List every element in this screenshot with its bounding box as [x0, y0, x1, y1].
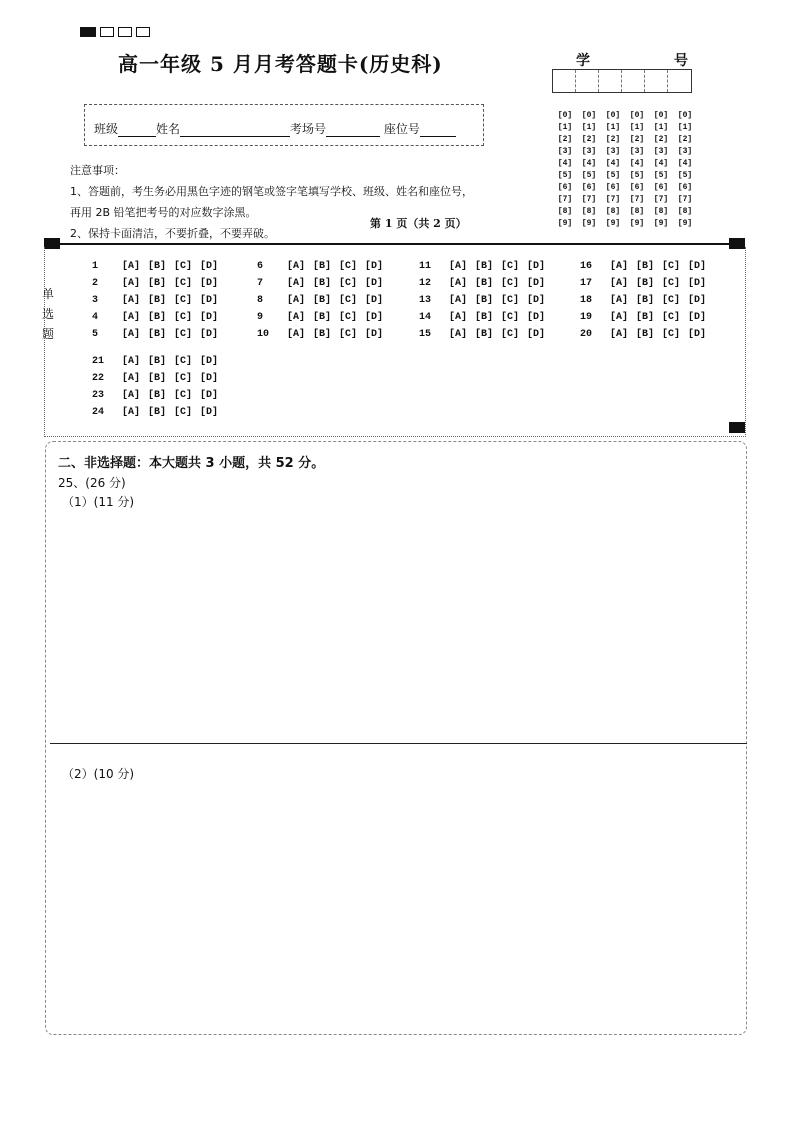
question-number: 13	[419, 295, 432, 306]
choice-question	[580, 261, 714, 272]
bubble-row	[555, 218, 695, 230]
option-bubble[interactable]: [A]	[122, 356, 141, 367]
option-bubble[interactable]: [B]	[475, 329, 494, 340]
option-bubble[interactable]: [D]	[200, 329, 219, 340]
option-bubble[interactable]: [D]	[200, 312, 219, 323]
option-bubble[interactable]: [A]	[449, 261, 468, 272]
bubble-row	[555, 134, 695, 146]
question-number: 7	[257, 278, 264, 289]
option-bubble[interactable]: [D]	[365, 312, 384, 323]
bubble-row	[555, 170, 695, 182]
digit-bubble[interactable]: [6]	[557, 183, 573, 192]
digit-bubble[interactable]: [3]	[557, 147, 573, 156]
digit-bubble[interactable]: [0]	[677, 111, 693, 120]
option-bubble[interactable]: [A]	[449, 295, 468, 306]
option-bubble[interactable]: [D]	[527, 295, 546, 306]
choice-question	[419, 312, 553, 323]
empty-mark	[136, 27, 150, 37]
choice-question	[419, 329, 553, 340]
question-number: 16	[580, 261, 593, 272]
digit-bubble[interactable]: [7]	[653, 195, 669, 204]
option-bubble[interactable]: [A]	[122, 261, 141, 272]
alignment-marks	[80, 27, 150, 37]
student-id-digit-box[interactable]	[553, 70, 576, 92]
question-number: 14	[419, 312, 432, 323]
exam-room-field[interactable]	[326, 124, 380, 137]
digit-bubble[interactable]: [3]	[653, 147, 669, 156]
choice-question	[580, 312, 714, 323]
question-number: 4	[92, 312, 99, 323]
option-bubble[interactable]: [B]	[475, 295, 494, 306]
option-bubble[interactable]: [D]	[527, 278, 546, 289]
seat-field[interactable]	[420, 124, 456, 137]
student-id-digit-box[interactable]	[576, 70, 599, 92]
digit-bubble[interactable]: [8]	[629, 207, 645, 216]
question-number: 19	[580, 312, 593, 323]
question-number: 11	[419, 261, 432, 272]
bubble-row	[555, 182, 695, 194]
question-number: 20	[580, 329, 593, 340]
option-bubble[interactable]: [C]	[501, 261, 520, 272]
option-bubble[interactable]: [B]	[148, 407, 167, 418]
choice-question	[257, 329, 391, 340]
option-bubble[interactable]: [B]	[313, 261, 332, 272]
student-id-boxes[interactable]	[552, 69, 692, 93]
choice-question	[92, 390, 226, 401]
option-bubble[interactable]: [A]	[122, 295, 141, 306]
option-bubble[interactable]: [D]	[688, 312, 707, 323]
option-bubble[interactable]: [C]	[174, 329, 193, 340]
digit-bubble[interactable]: [4]	[629, 159, 645, 168]
digit-bubble[interactable]: [2]	[653, 135, 669, 144]
choice-question	[92, 278, 226, 289]
digit-bubble[interactable]: [2]	[557, 135, 573, 144]
option-bubble[interactable]: [D]	[688, 329, 707, 340]
option-bubble[interactable]: [D]	[365, 278, 384, 289]
option-bubble[interactable]: [A]	[122, 390, 141, 401]
digit-bubble[interactable]: [1]	[557, 123, 573, 132]
choice-question	[92, 407, 226, 418]
question-number: 24	[92, 407, 105, 418]
question-25-1-label: （1）(11 分)	[62, 495, 135, 509]
option-bubble[interactable]: [A]	[610, 295, 629, 306]
digit-bubble[interactable]: [2]	[677, 135, 693, 144]
option-bubble[interactable]: [B]	[636, 312, 655, 323]
option-bubble[interactable]: [B]	[636, 278, 655, 289]
notes-line: 再用 2B 铅笔把考号的对应数字涂黑。	[70, 206, 257, 219]
option-bubble[interactable]: [C]	[174, 261, 193, 272]
digit-bubble[interactable]: [2]	[605, 135, 621, 144]
student-id-bubbles[interactable]	[555, 110, 695, 230]
option-bubble[interactable]: [D]	[688, 278, 707, 289]
digit-bubble[interactable]: [1]	[677, 123, 693, 132]
student-id-digit-box[interactable]	[645, 70, 668, 92]
digit-bubble[interactable]: [8]	[581, 207, 597, 216]
empty-mark	[100, 27, 114, 37]
digit-bubble[interactable]: [5]	[605, 171, 621, 180]
student-id-digit-box[interactable]	[622, 70, 645, 92]
option-bubble[interactable]: [A]	[287, 329, 306, 340]
choice-question	[92, 312, 226, 323]
digit-bubble[interactable]: [9]	[629, 219, 645, 228]
empty-mark	[118, 27, 132, 37]
mc-label-char: 选	[41, 307, 54, 321]
option-bubble[interactable]: [D]	[365, 329, 384, 340]
digit-bubble[interactable]: [4]	[581, 159, 597, 168]
choice-question	[419, 295, 553, 306]
question-number: 18	[580, 295, 593, 306]
info-line	[94, 120, 456, 137]
option-bubble[interactable]: [D]	[688, 295, 707, 306]
essay-box	[45, 441, 747, 1035]
option-bubble[interactable]: [C]	[339, 295, 358, 306]
digit-bubble[interactable]: [2]	[629, 135, 645, 144]
question-number: 10	[257, 329, 270, 340]
option-bubble[interactable]: [A]	[610, 278, 629, 289]
choice-question	[92, 329, 226, 340]
question-number: 22	[92, 373, 105, 384]
question-number: 6	[257, 261, 264, 272]
digit-bubble[interactable]: [5]	[677, 171, 693, 180]
option-bubble[interactable]: [C]	[662, 329, 681, 340]
name-label: 姓名	[156, 122, 181, 136]
option-bubble[interactable]: [C]	[662, 312, 681, 323]
option-bubble[interactable]: [B]	[475, 261, 494, 272]
option-bubble[interactable]: [B]	[148, 390, 167, 401]
choice-question	[92, 356, 226, 367]
option-bubble[interactable]: [C]	[174, 278, 193, 289]
option-bubble[interactable]: [D]	[688, 261, 707, 272]
digit-bubble[interactable]: [5]	[581, 171, 597, 180]
option-bubble[interactable]: [C]	[339, 261, 358, 272]
student-id-digit-box[interactable]	[668, 70, 691, 92]
digit-bubble[interactable]: [8]	[653, 207, 669, 216]
option-bubble[interactable]: [B]	[475, 312, 494, 323]
digit-bubble[interactable]: [5]	[653, 171, 669, 180]
digit-bubble[interactable]: [9]	[605, 219, 621, 228]
option-bubble[interactable]: [B]	[313, 278, 332, 289]
digit-bubble[interactable]: [7]	[677, 195, 693, 204]
option-bubble[interactable]: [B]	[313, 295, 332, 306]
digit-bubble[interactable]: [2]	[581, 135, 597, 144]
option-bubble[interactable]: [C]	[501, 278, 520, 289]
option-bubble[interactable]: [C]	[501, 329, 520, 340]
section-divider-line	[48, 243, 743, 245]
option-bubble[interactable]: [C]	[662, 278, 681, 289]
option-bubble[interactable]: [A]	[122, 329, 141, 340]
option-bubble[interactable]: [C]	[174, 295, 193, 306]
choice-question	[92, 295, 226, 306]
digit-bubble[interactable]: [9]	[677, 219, 693, 228]
option-bubble[interactable]: [D]	[200, 407, 219, 418]
notes-line: 2、保持卡面清洁，不要折叠，不要弄破。	[70, 227, 275, 240]
option-bubble[interactable]: [C]	[174, 356, 193, 367]
digit-bubble[interactable]: [0]	[653, 111, 669, 120]
page-title: 高一年级 5 月月考答题卡(历史科)	[118, 52, 443, 76]
section-2-title: 二、非选择题：本大题共 3 小题，共 52 分。	[58, 456, 325, 471]
option-bubble[interactable]: [A]	[287, 312, 306, 323]
option-bubble[interactable]: [A]	[287, 261, 306, 272]
student-id-label-1: 学	[576, 53, 590, 69]
notes	[70, 160, 473, 244]
question-number: 23	[92, 390, 105, 401]
digit-bubble[interactable]: [6]	[629, 183, 645, 192]
option-bubble[interactable]: [B]	[636, 329, 655, 340]
bubble-row	[555, 122, 695, 134]
option-bubble[interactable]: [B]	[148, 356, 167, 367]
option-bubble[interactable]: [B]	[313, 312, 332, 323]
option-bubble[interactable]: [D]	[527, 329, 546, 340]
digit-bubble[interactable]: [3]	[629, 147, 645, 156]
mc-label-char: 单	[41, 287, 54, 301]
seat-label: 座位号	[383, 122, 420, 136]
digit-bubble[interactable]: [3]	[605, 147, 621, 156]
option-bubble[interactable]: [D]	[365, 261, 384, 272]
option-bubble[interactable]: [C]	[174, 312, 193, 323]
question-number: 5	[92, 329, 99, 340]
option-bubble[interactable]: [B]	[313, 329, 332, 340]
question-number: 21	[92, 356, 105, 367]
digit-bubble[interactable]: [4]	[653, 159, 669, 168]
option-bubble[interactable]: [A]	[287, 295, 306, 306]
option-bubble[interactable]: [C]	[662, 261, 681, 272]
choice-question	[92, 373, 226, 384]
option-bubble[interactable]: [C]	[174, 407, 193, 418]
digit-bubble[interactable]: [0]	[557, 111, 573, 120]
option-bubble[interactable]: [D]	[200, 295, 219, 306]
digit-bubble[interactable]: [4]	[677, 159, 693, 168]
option-bubble[interactable]: [C]	[501, 312, 520, 323]
question-number: 3	[92, 295, 99, 306]
option-bubble[interactable]: [A]	[122, 373, 141, 384]
option-bubble[interactable]: [B]	[148, 278, 167, 289]
question-number: 17	[580, 278, 593, 289]
mc-label-char: 题	[41, 327, 54, 341]
option-bubble[interactable]: [B]	[148, 329, 167, 340]
option-bubble[interactable]: [A]	[449, 329, 468, 340]
digit-bubble[interactable]: [6]	[605, 183, 621, 192]
digit-bubble[interactable]: [1]	[605, 123, 621, 132]
digit-bubble[interactable]: [0]	[629, 111, 645, 120]
digit-bubble[interactable]: [7]	[557, 195, 573, 204]
digit-bubble[interactable]: [5]	[557, 171, 573, 180]
digit-bubble[interactable]: [3]	[581, 147, 597, 156]
option-bubble[interactable]: [D]	[200, 278, 219, 289]
bubble-row	[555, 158, 695, 170]
option-bubble[interactable]: [A]	[610, 329, 629, 340]
question-number: 1	[92, 261, 99, 272]
choice-question	[580, 329, 714, 340]
digit-bubble[interactable]: [5]	[629, 171, 645, 180]
filled-mark	[80, 27, 96, 37]
class-field[interactable]	[118, 124, 156, 137]
digit-bubble[interactable]: [7]	[605, 195, 621, 204]
digit-bubble[interactable]: [4]	[557, 159, 573, 168]
option-bubble[interactable]: [B]	[148, 373, 167, 384]
choice-question	[257, 295, 391, 306]
bubble-row	[555, 206, 695, 218]
option-bubble[interactable]: [B]	[475, 278, 494, 289]
option-bubble[interactable]: [A]	[122, 278, 141, 289]
digit-bubble[interactable]: [9]	[581, 219, 597, 228]
option-bubble[interactable]: [A]	[122, 407, 141, 418]
digit-bubble[interactable]: [4]	[605, 159, 621, 168]
option-bubble[interactable]: [A]	[122, 312, 141, 323]
option-bubble[interactable]: [B]	[148, 312, 167, 323]
notes-heading: 注意事项：	[70, 164, 125, 177]
option-bubble[interactable]: [B]	[636, 261, 655, 272]
option-bubble[interactable]: [C]	[339, 312, 358, 323]
bubble-row	[555, 146, 695, 158]
digit-bubble[interactable]: [3]	[677, 147, 693, 156]
choice-question	[257, 278, 391, 289]
page-number: 第 1 页（共 2 页）	[370, 217, 467, 230]
choice-question	[419, 261, 553, 272]
multiple-choice-label	[40, 284, 56, 344]
digit-bubble[interactable]: [8]	[605, 207, 621, 216]
option-bubble[interactable]: [B]	[148, 261, 167, 272]
digit-bubble[interactable]: [1]	[629, 123, 645, 132]
choice-question	[580, 278, 714, 289]
option-bubble[interactable]: [D]	[527, 261, 546, 272]
bubble-row	[555, 110, 695, 122]
digit-bubble[interactable]: [6]	[581, 183, 597, 192]
digit-bubble[interactable]: [0]	[605, 111, 621, 120]
question-number: 2	[92, 278, 99, 289]
option-bubble[interactable]: [C]	[174, 390, 193, 401]
option-bubble[interactable]: [C]	[662, 295, 681, 306]
digit-bubble[interactable]: [6]	[653, 183, 669, 192]
option-bubble[interactable]: [D]	[200, 356, 219, 367]
digit-bubble[interactable]: [9]	[557, 219, 573, 228]
question-number: 15	[419, 329, 432, 340]
class-label: 班级	[94, 122, 119, 136]
digit-bubble[interactable]: [9]	[653, 219, 669, 228]
name-field[interactable]	[180, 124, 290, 137]
digit-bubble[interactable]: [8]	[557, 207, 573, 216]
option-bubble[interactable]: [D]	[527, 312, 546, 323]
question-25-label: 25、(26 分)	[58, 476, 126, 490]
question-number: 12	[419, 278, 432, 289]
option-bubble[interactable]: [A]	[449, 312, 468, 323]
option-bubble[interactable]: [A]	[449, 278, 468, 289]
option-bubble[interactable]: [B]	[148, 295, 167, 306]
digit-bubble[interactable]: [0]	[581, 111, 597, 120]
digit-bubble[interactable]: [1]	[653, 123, 669, 132]
student-id-digit-box[interactable]	[599, 70, 622, 92]
student-id-label	[576, 50, 688, 70]
student-id-label-2: 号	[674, 53, 688, 69]
question-number: 8	[257, 295, 264, 306]
option-bubble[interactable]: [A]	[287, 278, 306, 289]
option-bubble[interactable]: [D]	[365, 295, 384, 306]
exam-room-label: 考场号	[290, 122, 327, 136]
option-bubble[interactable]: [D]	[200, 373, 219, 384]
digit-bubble[interactable]: [6]	[677, 183, 693, 192]
option-bubble[interactable]: [B]	[636, 295, 655, 306]
option-bubble[interactable]: [C]	[339, 329, 358, 340]
choice-question	[580, 295, 714, 306]
digit-bubble[interactable]: [8]	[677, 207, 693, 216]
choice-question	[257, 312, 391, 323]
choice-question	[257, 261, 391, 272]
option-bubble[interactable]: [A]	[610, 312, 629, 323]
question-25-2-label: （2）(10 分)	[62, 767, 135, 781]
question-number: 9	[257, 312, 264, 323]
notes-line: 1、答题前，考生务必用黑色字迹的钢笔或签字笔填写学校、班级、姓名和座位号，	[70, 185, 473, 198]
option-bubble[interactable]: [C]	[174, 373, 193, 384]
digit-bubble[interactable]: [7]	[629, 195, 645, 204]
option-bubble[interactable]: [C]	[501, 295, 520, 306]
answer-divider	[50, 743, 747, 744]
digit-bubble[interactable]: [1]	[581, 123, 597, 132]
bubble-row	[555, 194, 695, 206]
option-bubble[interactable]: [C]	[339, 278, 358, 289]
choice-question	[92, 261, 226, 272]
option-bubble[interactable]: [D]	[200, 390, 219, 401]
option-bubble[interactable]: [D]	[200, 261, 219, 272]
choice-question	[419, 278, 553, 289]
digit-bubble[interactable]: [7]	[581, 195, 597, 204]
option-bubble[interactable]: [A]	[610, 261, 629, 272]
